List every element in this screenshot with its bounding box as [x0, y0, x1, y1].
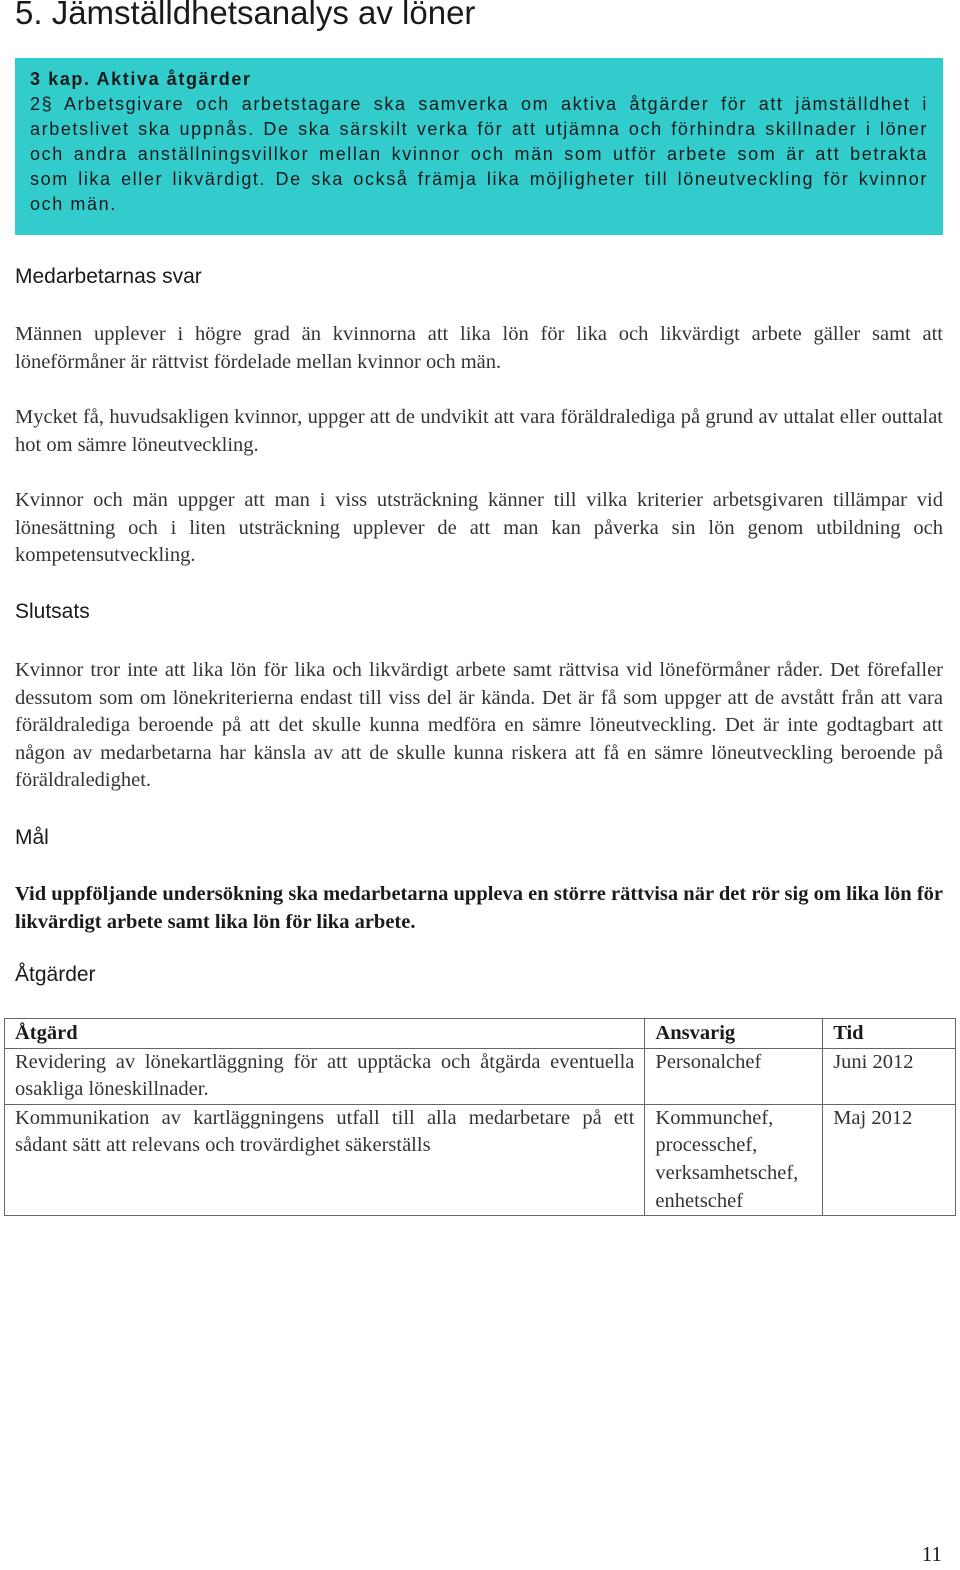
cell-action: Revidering av lönekartläggning för att upptäcka och åtgärda eventuella osakliga löneskillnader. — [5, 1048, 645, 1104]
responsible-line: verksamhetschef, — [655, 1161, 799, 1184]
responses-paragraph-1: Männen upplever i högre grad än kvinnorna att lika lön för lika och likvärdigt arbete gäller samt att löneförmåner är rättvist fördelade mellan kvinnor och män. — [15, 323, 943, 373]
responses-paragraph-2: Mycket få, huvudsakligen kvinnor, uppger att de undvikit att vara föräldralediga på grund av uttalat eller outtalat hot om sämre löneutveckling. — [15, 406, 943, 456]
responses-paragraph-3: Kvinnor och män uppger att man i viss utsträckning känner till vilka kriterier arbetsgivaren tillämpar vid lönesättning och i liten utsträckning upplever de att man kan påverka sin lön genom utbildning och kompetensutveckling. — [15, 489, 943, 567]
cell-action: Kommunikation av kartläggningens utfall till alla medarbetare på ett sådant sätt att relevans och trovärdighet säkerställs — [5, 1104, 645, 1215]
cell-responsible — [645, 1048, 823, 1104]
header-action: Åtgärd — [5, 1019, 645, 1049]
header-time: Tid — [823, 1019, 956, 1049]
actions-table — [4, 1018, 956, 1216]
responsible-line: Personalchef — [655, 1050, 762, 1073]
conclusion-paragraph: Kvinnor tror inte att lika lön för lika och likvärdigt arbete samt rättvisa vid löneförmåner råder. Det förefaller dessutom som om lönekriterierna endast till viss del är kända. Det är få som uppger att de avstått från att vara föräldralediga beroende på att det skulle kunna medföra en sämre löneutveckling. Det är inte godtagbart att någon av medarbetarna har känsla av att de skulle kunna riskera att få en sämre löneutveckling beroende på föräldraledighet. — [15, 659, 943, 792]
page-number: 11 — [921, 1542, 942, 1566]
law-quote-box — [15, 58, 943, 235]
responsible-line: Kommunchef, — [655, 1106, 774, 1129]
section-heading-actions: Åtgärder — [15, 963, 96, 986]
section-heading-conclusion: Slutsats — [15, 600, 90, 623]
section-heading-responses: Medarbetarnas svar — [15, 265, 202, 288]
law-heading: 3 kap. Aktiva åtgärder — [30, 69, 252, 89]
responsible-line: processchef, — [655, 1134, 758, 1157]
table-header-row — [5, 1019, 956, 1049]
section-heading-goal: Mål — [15, 826, 49, 849]
page-title: 5. Jämställdhetsanalys av löner — [15, 0, 476, 31]
table-row — [5, 1104, 956, 1215]
header-responsible: Ansvarig — [645, 1019, 823, 1049]
cell-time: Juni 2012 — [823, 1048, 956, 1104]
law-text: 2§ Arbetsgivare och arbetstagare ska samverka om aktiva åtgärder för att jämställdhet i arbetslivet ska uppnås. De ska särskilt verka för att utjämna och förhindra skillnader i löner och andra anställningsvillkor mellan kvinnor och män som utför arbete som är att betrakta som lika eller likvärdigt. De ska också främja lika möjligheter till löneutveckling för kvinnor och män. — [30, 94, 928, 214]
goal-paragraph: Vid uppföljande undersökning ska medarbetarna uppleva en större rättvisa när det rör sig om lika lön för likvärdigt arbete samt lika lön för lika arbete. — [15, 883, 943, 933]
cell-responsible — [645, 1104, 823, 1215]
cell-time: Maj 2012 — [823, 1104, 956, 1215]
responsible-line: enhetschef — [655, 1189, 744, 1212]
table-row — [5, 1048, 956, 1104]
